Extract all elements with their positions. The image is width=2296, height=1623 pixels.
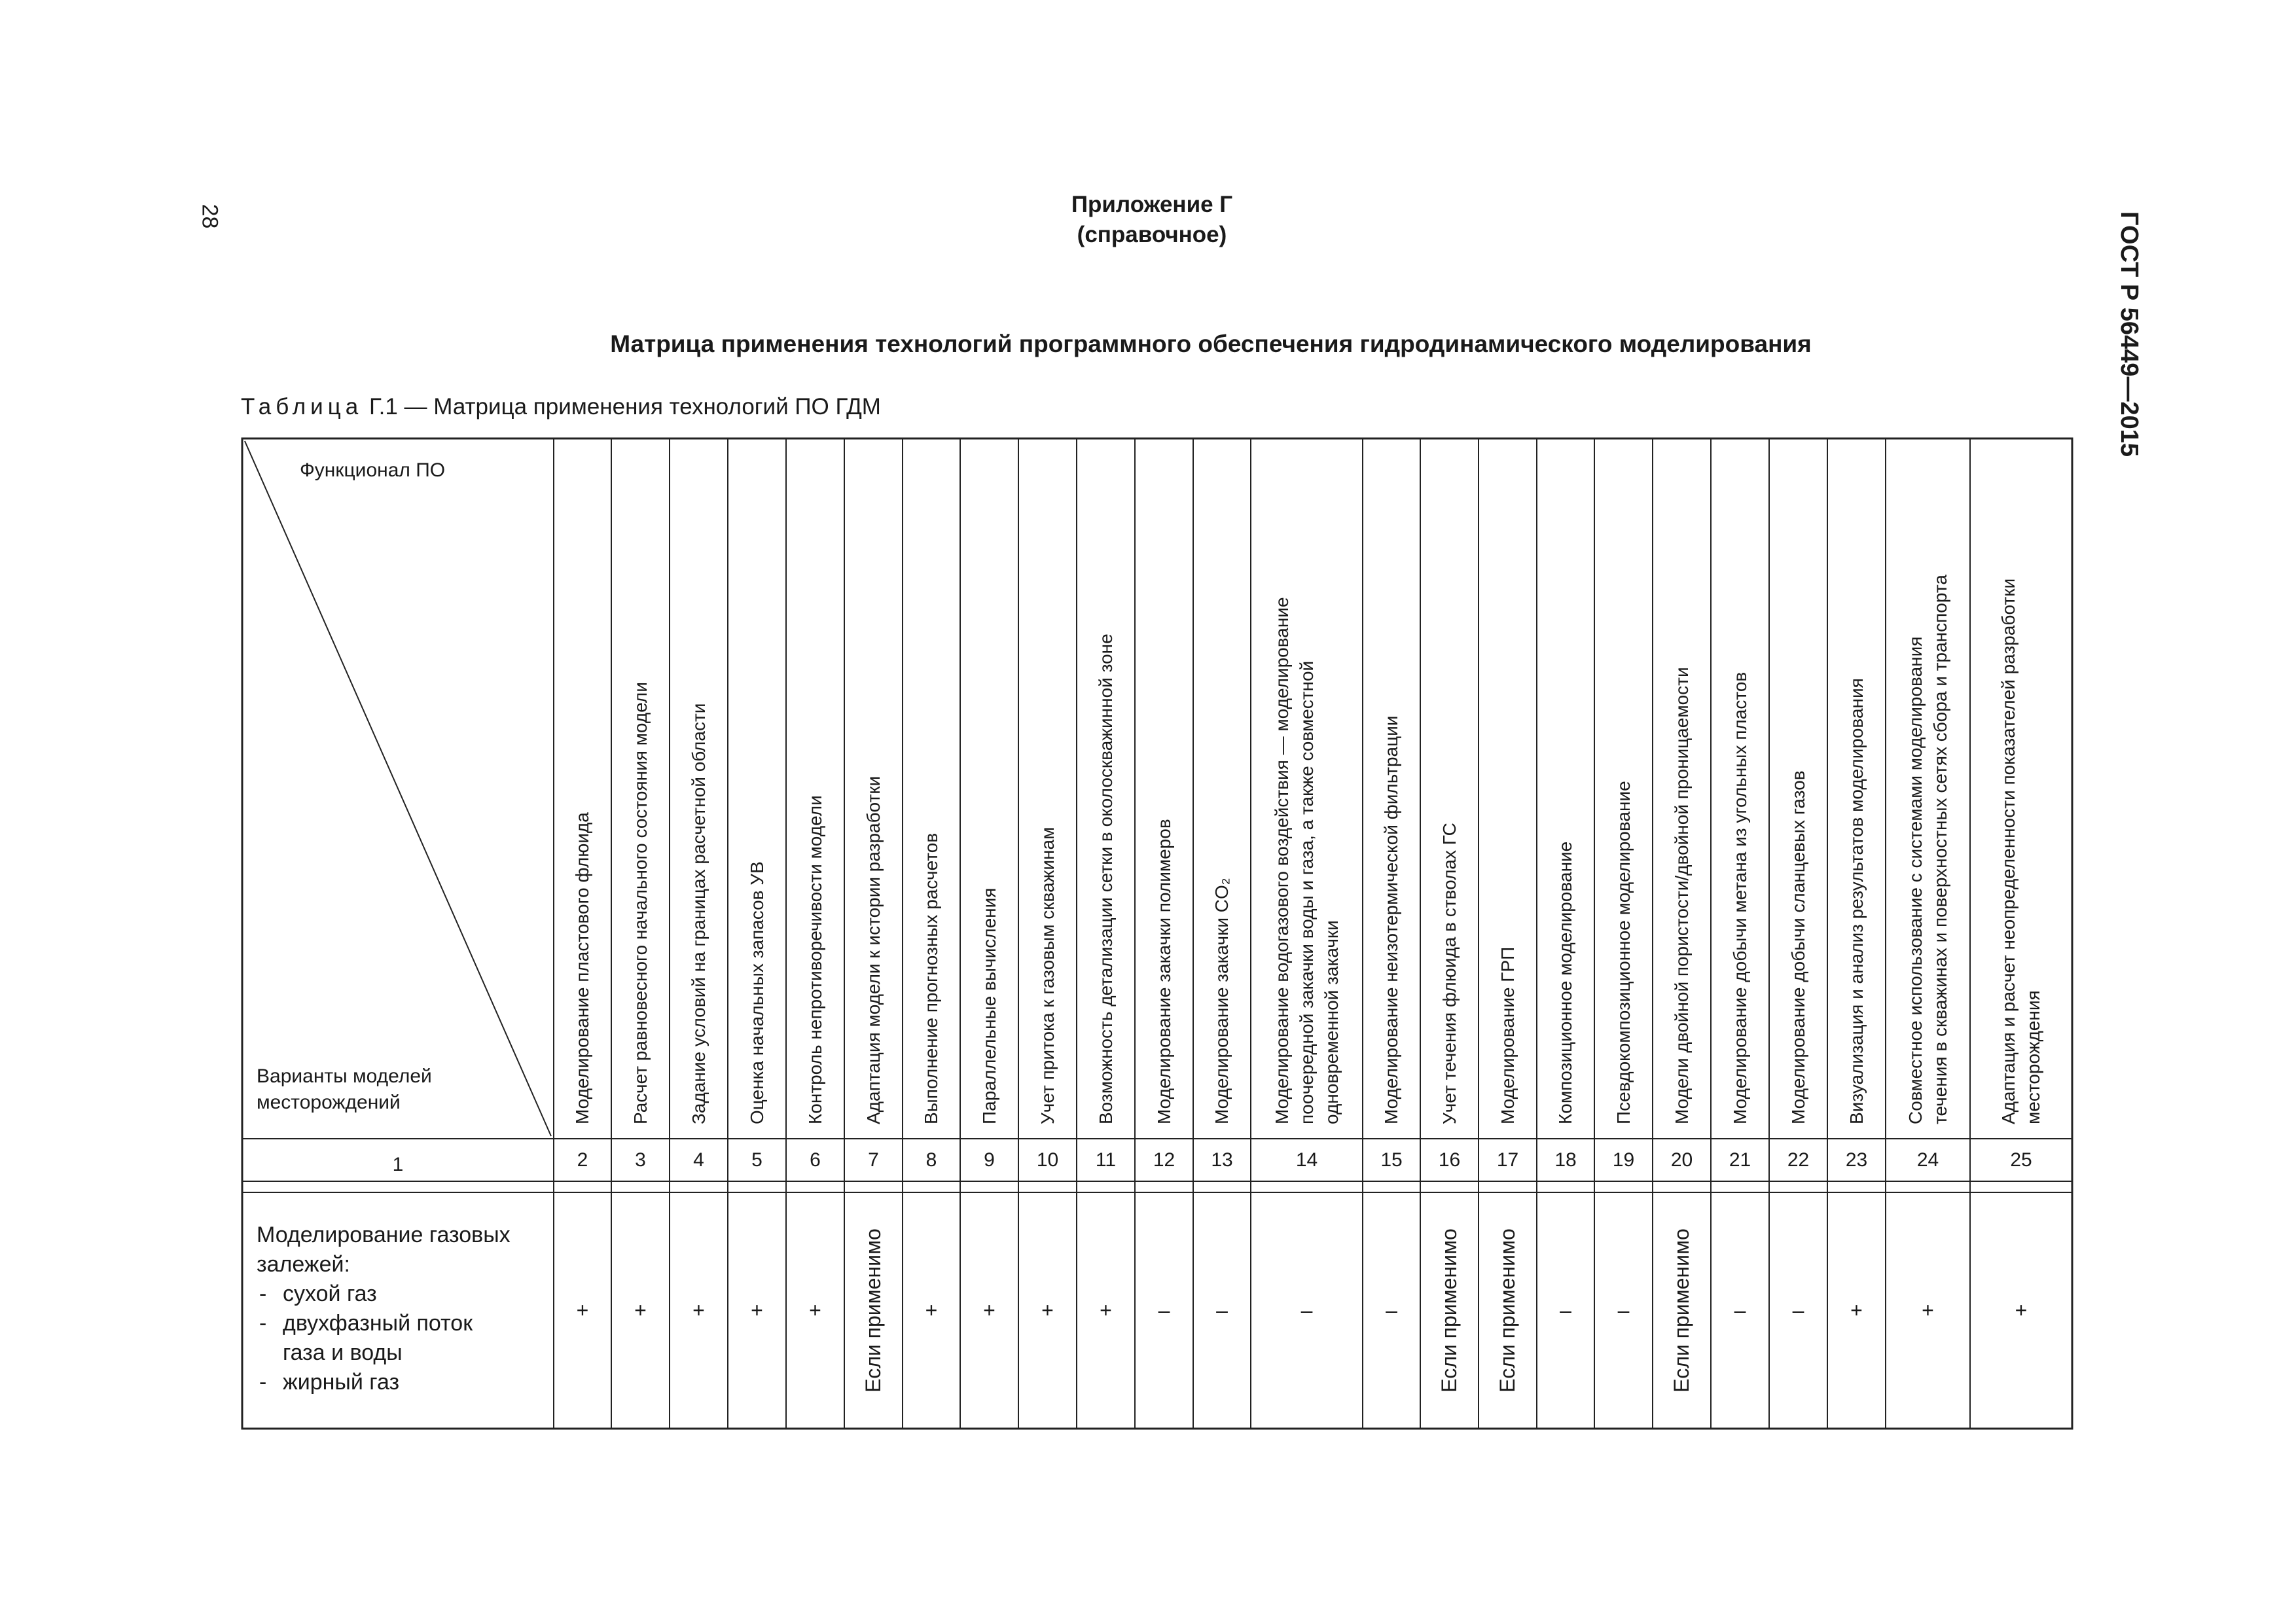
column-header: [1711, 448, 1769, 1124]
column-header-text: [554, 448, 611, 1124]
column-header-text: [786, 448, 844, 1124]
column-number: 6: [810, 1149, 821, 1171]
gost-code: ГОСТ Р 56449—2015: [2115, 211, 2143, 457]
row-value: +: [983, 1298, 996, 1322]
column-number: 9: [984, 1149, 995, 1171]
column-number: 13: [1211, 1149, 1233, 1171]
column-header-text: [1479, 448, 1537, 1124]
column-header-line: Адаптация и расчет неопределенности показателей разработки: [1998, 578, 2018, 1124]
column-header-text: [1018, 448, 1077, 1124]
row-value: +: [576, 1298, 589, 1322]
matrix-title: Матрица применения технологий программного обеспечения гидродинамического моделирования: [610, 330, 1812, 357]
column-header-text: [844, 448, 903, 1124]
column-header-text: [670, 448, 728, 1124]
column-number: 20: [1670, 1149, 1693, 1171]
row-value: +: [692, 1298, 705, 1322]
column-number: 5: [751, 1149, 762, 1171]
column-header: [1653, 448, 1711, 1124]
column-header-line: Возможность детализации сетки в околоскважинной зоне: [1095, 633, 1116, 1124]
corner-top-label: Функционал ПО: [300, 459, 446, 481]
column-header-text: [1594, 448, 1653, 1124]
column-header-line: Моделирование водогазового воздействия — моделирование: [1271, 597, 1292, 1124]
row-label-item: - жирный газ: [257, 1368, 545, 1397]
column-number: 17: [1496, 1149, 1519, 1171]
row-value: [1479, 1192, 1537, 1429]
row-value-text: Если применимо: [861, 1228, 885, 1393]
column-header-text: [1363, 448, 1420, 1124]
column-header-line: Учет течения флюида в стволах ГС: [1439, 823, 1460, 1124]
column-header-line: Выполнение прогнозных расчетов: [921, 832, 941, 1124]
row-value: –: [1216, 1298, 1228, 1322]
column-header: [670, 448, 728, 1124]
appendix-subtitle: (справочное): [1077, 222, 1227, 247]
column-header-line: Моделирование добычи метана из угольных пластов: [1729, 671, 1750, 1124]
row-value: –: [1617, 1298, 1630, 1322]
column-number: 11: [1095, 1149, 1117, 1171]
column-header: [1886, 448, 1970, 1124]
column-header-line: месторождения: [2023, 990, 2043, 1124]
row-label: [257, 1221, 545, 1397]
column-header: [1018, 448, 1077, 1124]
column-header: [1420, 448, 1479, 1124]
column-number: 2: [577, 1149, 588, 1171]
table-caption-prefix: Таблица: [241, 394, 363, 419]
column-header-text: [1077, 448, 1135, 1124]
row-value: +: [1041, 1298, 1054, 1322]
row-value: [1420, 1192, 1479, 1429]
column-header-line: Задание условий на границах расчетной области: [688, 703, 709, 1124]
row-value: +: [925, 1298, 938, 1322]
column-header-text: [903, 448, 960, 1124]
column-header-text: [1769, 448, 1827, 1124]
column-header-line: Оценка начальных запасов УВ: [746, 861, 767, 1124]
column-header-line: Расчет равновесного начального состояния модели: [630, 682, 651, 1124]
column-header-line: Моделирование ГРП: [1497, 946, 1518, 1124]
row-value-text: Если применимо: [1437, 1228, 1461, 1393]
column-header-line: Адаптация модели к истории разработки: [863, 776, 884, 1124]
column-header-line: Моделирование неизотермической фильтрации: [1381, 715, 1401, 1124]
column-number: 3: [635, 1149, 646, 1171]
row-value: –: [1300, 1298, 1313, 1322]
column-header-line: Визуализация и анализ результатов моделирования: [1846, 678, 1867, 1124]
corner-diagonal: [245, 441, 551, 1136]
column-header-text: [1653, 448, 1711, 1124]
column-number: 8: [925, 1149, 937, 1171]
column-header: [728, 448, 786, 1124]
row-value: +: [751, 1298, 763, 1322]
column-header-line: одновременной закачки: [1321, 920, 1342, 1124]
column-number: 24: [1916, 1149, 1939, 1171]
column-header: [1363, 448, 1420, 1124]
column-header-line: Модели двойной пористости/двойной проницаемости: [1671, 667, 1692, 1124]
column-header: [1827, 448, 1886, 1124]
row-value: [844, 1192, 903, 1429]
column-header: [1193, 448, 1251, 1124]
row-value-text: Если применимо: [1670, 1228, 1693, 1393]
column-number: 19: [1612, 1149, 1635, 1171]
column-header-line: поочередной закачки воды и газа, а также совместной: [1296, 660, 1317, 1124]
column-header-text: [1827, 448, 1886, 1124]
column-number: 25: [2010, 1149, 2032, 1171]
column-header: [1970, 448, 2072, 1124]
column-header: [844, 448, 903, 1124]
row-value: +: [2015, 1298, 2028, 1322]
column-header: [1251, 448, 1363, 1124]
row-value: –: [1734, 1298, 1746, 1322]
column-header-line: Совместное использование с системами моделирования: [1905, 636, 1926, 1124]
column-number: 14: [1295, 1149, 1318, 1171]
column-header: [1594, 448, 1653, 1124]
row-value: +: [634, 1298, 647, 1322]
column-number: 16: [1438, 1149, 1461, 1171]
column-header-text: [1135, 448, 1193, 1124]
column-number: 4: [693, 1149, 704, 1171]
row-value-text: Если применимо: [1496, 1228, 1519, 1393]
column-header: [1077, 448, 1135, 1124]
column-header-text: [1537, 448, 1594, 1124]
column-header: [611, 448, 670, 1124]
row-label-title: Моделирование газовых залежей:: [257, 1222, 511, 1277]
row-value: +: [809, 1298, 821, 1322]
column-header-line: Моделирование закачки CO₂: [1211, 878, 1232, 1124]
row-label-item: - сухой газ: [257, 1279, 545, 1309]
appendix-title: Приложение Г: [1071, 192, 1233, 217]
row-value: +: [1100, 1298, 1112, 1322]
column-number: 23: [1845, 1149, 1868, 1171]
column-header: [786, 448, 844, 1124]
row-value: –: [1560, 1298, 1571, 1322]
column-header-text: [960, 448, 1018, 1124]
column-header-line: Моделирование добычи сланцевых газов: [1787, 770, 1808, 1124]
row-value: –: [1792, 1298, 1804, 1322]
row-value: +: [1922, 1298, 1934, 1322]
row-value: [1653, 1192, 1711, 1429]
row-label-item: - двухфазный поток газа и воды: [257, 1309, 505, 1368]
column-header-line: Учет притока к газовым скважинам: [1037, 827, 1058, 1124]
column-number: 21: [1729, 1149, 1751, 1171]
column-header-line: Параллельные вычисления: [978, 887, 999, 1124]
column-header-text: [728, 448, 786, 1124]
page-number: 28: [197, 204, 223, 228]
table-caption-rest: Г.1 — Матрица применения технологий ПО ГДМ: [363, 394, 881, 419]
column-number: 15: [1380, 1149, 1403, 1171]
column-header-line: Композиционное моделирование: [1555, 841, 1575, 1124]
column-header-text: [1970, 448, 2072, 1124]
column-number: 1: [392, 1154, 404, 1175]
column-header-text: [1711, 448, 1769, 1124]
column-header: [554, 448, 611, 1124]
column-header-text: [1251, 448, 1363, 1124]
column-header-text: [1886, 448, 1970, 1124]
column-header-text: [1193, 448, 1251, 1124]
corner-bottom-line-1: Варианты моделей: [257, 1065, 432, 1087]
column-number: 22: [1787, 1149, 1810, 1171]
column-header-line: течения в скважинах и поверхностных сетях сбора и транспорта: [1929, 575, 1950, 1124]
column-header-line: Псевдокомпозиционное моделирование: [1613, 781, 1634, 1124]
column-number: 12: [1153, 1149, 1175, 1171]
column-header: [903, 448, 960, 1124]
column-header: [1537, 448, 1594, 1124]
row-value: +: [1850, 1298, 1863, 1322]
column-header-line: Моделирование пластового флюида: [572, 812, 592, 1124]
column-header: [1479, 448, 1537, 1124]
column-header-text: [1420, 448, 1479, 1124]
corner-bottom-line-2: месторождений: [257, 1092, 401, 1113]
column-header: [960, 448, 1018, 1124]
row-value: –: [1386, 1298, 1397, 1322]
column-header-line: Моделирование закачки полимеров: [1153, 819, 1174, 1124]
column-number: 10: [1036, 1149, 1059, 1171]
row-value: –: [1158, 1298, 1170, 1322]
column-header-line: Контроль непротиворечивости модели: [804, 795, 825, 1124]
column-header: [1769, 448, 1827, 1124]
column-header: [1135, 448, 1193, 1124]
row-label-items: [257, 1279, 545, 1397]
column-number: 7: [868, 1149, 879, 1171]
column-number: 18: [1554, 1149, 1577, 1171]
corner-bottom-label: [257, 1063, 432, 1116]
column-header-text: [611, 448, 670, 1124]
